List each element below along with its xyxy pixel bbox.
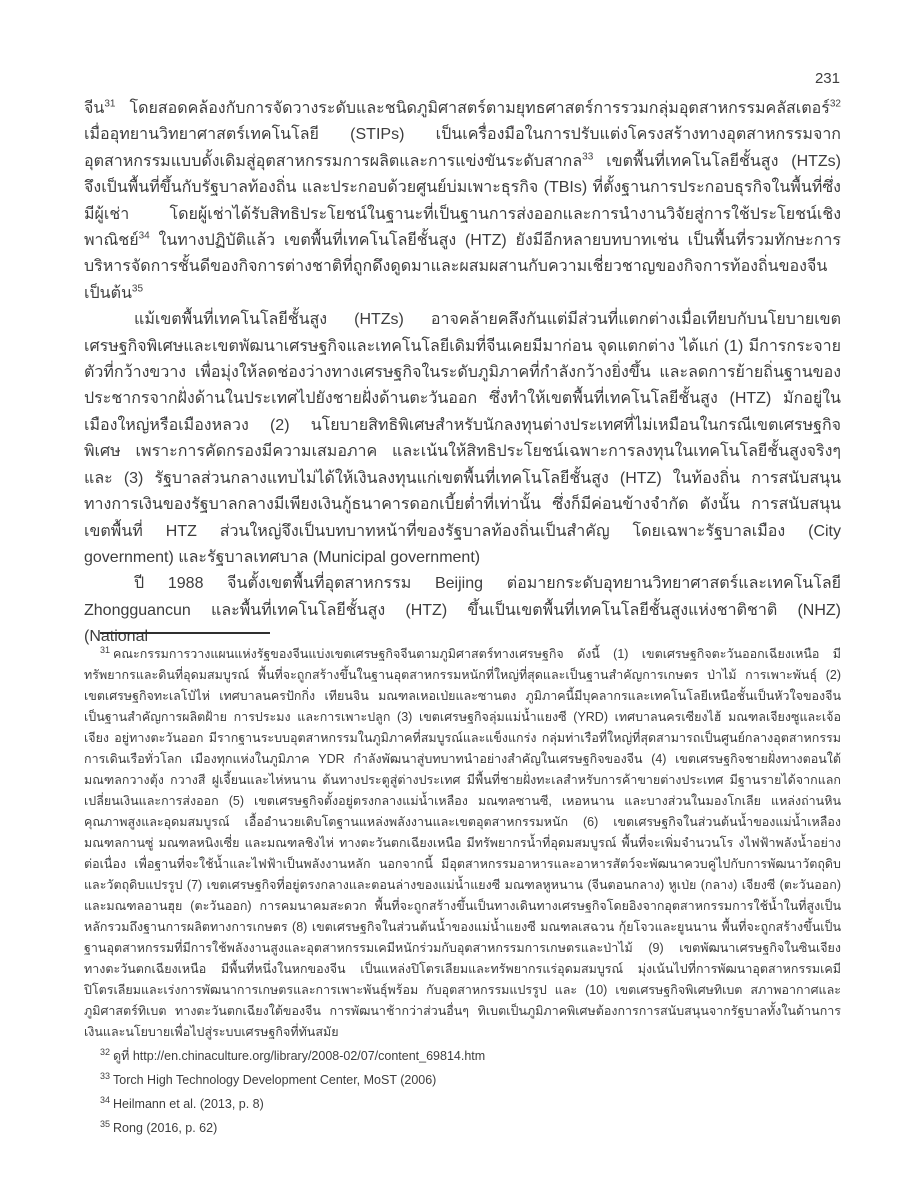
footnote-34 xyxy=(84,1094,841,1115)
footnote-text: Torch High Technology Development Center, MoST (2006) xyxy=(113,1073,437,1087)
footnote-ref-35: 35 xyxy=(131,283,144,295)
footnote-number: 34 xyxy=(100,1094,111,1105)
paragraph-text: เมื่ออุทยานวิทยาศาสตร์เทคโนโลยี (STIPs) เป็นเครื่องมือในการปรับแต่งโครงสร้างทางอุตสาหกรรมจากอุตสาหกรรมแบบดั้งเดิมสู่อุตสาหกรรมการผลิตและการแข่งขันระดับสากล xyxy=(84,126,841,170)
footnote-text: Rong (2016, p. 62) xyxy=(113,1121,218,1135)
footnote-number: 33 xyxy=(100,1070,111,1081)
footnote-number: 35 xyxy=(100,1118,111,1129)
footnote-33 xyxy=(84,1070,841,1091)
body-paragraph-1 xyxy=(84,96,841,307)
footnote-separator-line xyxy=(100,632,270,634)
footnote-ref-33: 33 xyxy=(582,151,594,163)
footnote-ref-34: 34 xyxy=(138,230,150,242)
footnote-number: 31 xyxy=(100,644,111,655)
body-paragraph-2: แม้เขตพื้นที่เทคโนโลยีชั้นสูง (HTZs) อาจคล้ายคลึงกันแต่มีส่วนที่แตกต่างเมื่อเทียบกับนโยบายเขตเศรษฐกิจพิเศษและเขตพัฒนาเศรษฐกิจและเทคโนโลยีเดิมที่จีนเคยมีมาก่อน จุดแตกต่าง ได้แก่ (1) มีการกระจายตัวที่กว้างขวาง เพื่อมุ่งให้ลดช่องว่างทางเศรษฐกิจในระดับภูมิภาคที่กำลังกว้างยิ่งขึ้น และลดการย้ายถิ่นฐานของประชากรจากฝั่งด้านในประเทศไปยังชายฝั่งด้านตะวันออก ซึ่งทำให้เขตพื้นที่เทคโนโลยีชั้นสูง (HTZ) มักอยู่ในเมืองใหญ่หรือเมืองหลวง (2) นโยบายสิทธิพิเศษสำหรับนักลงทุนต่างประเทศที่ไม่เหมือนในกรณีเขตเศรษฐกิจพิเศษ เพราะการคัดกรองมีความเสมอภาค และเน้นให้สิทธิประโยชน์เฉพาะการลงทุนในเทคโนโลยีชั้นสูงจริงๆ และ (3) รัฐบาลส่วนกลางแทบไม่ได้ให้เงินลงทุนแก่เขตพื้นที่เทคโนโลยีชั้นสูง (HTZ) ในท้องถิ่น การสนับสนุนทางการเงินของรัฐบาลกลางมีเพียงเงินกู้ธนาคารดอกเบี้ยต่ำที่เท่านั้น ซึ่งก็มีค่อนข้างจำกัด ดังนั้น การสนับสนุนเขตพื้นที่ HTZ ส่วนใหญ่จึงเป็นบทบาทหน้าที่ของรัฐบาลท้องถิ่นเป็นสำคัญ โดยเฉพาะรัฐบาลเมือง (City government) และรัฐบาลเทศบาล (Municipal government) xyxy=(84,311,842,566)
page-number: 231 xyxy=(814,70,840,87)
footnote-number: 32 xyxy=(100,1046,111,1057)
footnote-35 xyxy=(84,1118,841,1139)
paragraph-text: โดยสอดคล้องกับการจัดวางระดับและชนิดภูมิศาสตร์ตามยุทธศาสตร์การรวมกลุ่มอุตสาหกรรมคลัสเตอร์ xyxy=(115,100,830,117)
footnote-31 xyxy=(84,644,841,1043)
footnote-text: Heilmann et al. (2013, p. 8) xyxy=(113,1097,264,1111)
body-text xyxy=(84,96,841,651)
paragraph-text: จีน xyxy=(84,100,105,117)
footnote-text: ดูที่ http://en.chinaculture.org/library/2008-02/07/content_69814.htm xyxy=(113,1049,486,1063)
footnote-ref-32: 32 xyxy=(829,98,841,110)
paragraph-text: เขตพื้นที่เทคโนโลยีชั้นสูง (HTZs) จึงเป็นพื้นที่ขึ้นกับรัฐบาลท้องถิ่น และประกอบด้วยศูนย์บ่มเพาะธุรกิจ (TBIs) ที่ตั้งฐานการประกอบธุรกิจในพื้นที่ซึ่งมีผู้เช่า โดยผู้เช่าได้รับสิทธิประโยชน์ในฐานะที่เป็นฐานการส่งออกและการนำงานวิจัยสู่การใช้ประโยชน์เชิงพาณิชย์ xyxy=(84,152,841,250)
footnote-ref-31: 31 xyxy=(104,98,116,110)
footnote-text: คณะกรรมการวางแผนแห่งรัฐของจีนแบ่งเขตเศรษฐกิจจีนตามภูมิศาสตร์ทางเศรษฐกิจ ดังนี้ (1) เขตเศรษฐกิจตะวันออกเฉียงเหนือ มีทรัพยากรและดินที่อุดมสมบูรณ์ พื้นที่จะถูกสร้างขึ้นในฐานอุตสาหกรรมหนักที่ใหญ่ที่สุดและเป็นฐานสำคัญการเกษตร ป่าไม้ การเพาะพันธุ์ (2) เขตเศรษฐกิจทะเลโป๋ไห่ เทศบาลนครปักกิ่ง เทียนจิน มณฑลเหอเป่ยและซานตง ภูมิภาคนี้มีบุคลากรและเทคโนโลยีเหนือชั้นเป็นหัวใจของจีน เป็นฐานสำคัญการผลิตฝ้าย การประมง และการเพาะปลูก (3) เขตเศรษฐกิจลุ่มแม่น้ำแยงซี (YRD) เทศบาลนครเซียงไฮ้ มณฑลเจียงซูและเจ้อเจียง อยู่ทางตะวันออก มีรากฐานระบบอุตสาหกรรมในภูมิภาคที่สมบูรณ์และแข็งแกร่ง กลุ่มท่าเรือที่ใหญ่ที่สุดสามารถเป็นศูนย์กลางอุตสาหกรรมการเดินเรือทั่วโลก เมืองทุกแห่งในภูมิภาค YDR กำลังพัฒนาสู่บทบาทนำอย่างสำคัญในเศรษฐกิจของจีน (4) เขตเศรษฐกิจชายฝั่งทางตอนใต้ มณฑลกวางตุ้ง กวางสี ฝูเจี้ยนและไห่หนาน ต้นทางประตูสู่ต่างประเทศ มีพื้นที่ชายฝั่งทะเลสำหรับการค้าขายต่างประเทศ มีฐานรายได้จากแลกเปลี่ยนเงินและการส่งออก (5) เขตเศรษฐกิจตั้งอยู่ตรงกลางแม่น้ำเหลือง มณฑลซานซี, เหอหนาน และบางส่วนในมองโกเลีย แหล่งถ่านหินคุณภาพสูงและอุดมสมบูรณ์ เอื้ออำนวยเติบโตฐานแหล่งพลังงานและเขตอุตสาหกรรมหนัก (6) เขตเศรษฐกิจในส่วนต้นน้ำของแม่น้ำเหลือง มณฑลกานซู่ มณฑลหนิงเซี่ย และมณฑลชิงไห่ ทางตะวันตกเฉียงเหนือ มีทรัพยากรน้ำที่อุดมสมบูรณ์ พื้นที่จะเพิ่มจำนวนโร งไฟฟ้าพลังน้ำอย่างต่อเนื่อง เพื่อฐานที่จะใช้น้ำและไฟฟ้าเป็นพลังงานหลัก นอกจากนี้ มีอุตสาหกรรมอาหารและอาหารสัตว์จะพัฒนาควบคู่ไปกับการพัฒนาวัตถุดิบและวัตถุดิบแปรรูป (7) เขตเศรษฐกิจที่อยู่ตรงกลางและตอนล่างของแม่น้ำแยงซี มณฑลหูหนาน (จีนตอนกลาง) หูเป่ย (กลาง) เจียงซี (ตะวันออก) และมณฑลอานฮุย (ตะวันออก) การคมนาคมสะดวก พื้นที่จะถูกสร้างขึ้นเป็นทางเดินทางเศรษฐกิจโดยอิงจากอุตสาหกรรมการใช้น้ำในที่สูงเป็นหลักรวมถึงฐานการผลิตทางการเกษตร (8) เขตเศรษฐกิจในส่วนต้นน้ำของแม่น้ำแยงซี มณฑลเสฉวน กุ้ยโจวและยูนนาน พื้นที่จะถูกสร้างขึ้นเป็นฐานอุตสาหกรรมที่มีการใช้พลังงานสูงและอุตสาหกรรมเคมีหนักร่วมกับอุตสาหกรรมการเกษตรและป่าไม้ (9) เขตพัฒนาเศรษฐกิจในซินเจียง ทางตะวันตกเฉียงเหนือ มีพื้นที่หนึ่งในหกของจีน เป็นแหล่งปิโตรเลียมและทรัพยากรแร่อุดมสมบูรณ์ มุ่งเน้นไปที่การพัฒนาอุตสาหกรรมเคมีปิโตรเลียมและเร่งการพัฒนาการเกษตรและการเพาะพันธุ์พร้อม กับอุตสาหกรรมแปรรูป และ (10) เขตเศรษฐกิจพิเศษทิเบต สภาพอากาศและภูมิศาสตร์ทิเบต ทางตะวันตกเฉียงใต้ของจีน การพัฒนาช้ากว่าส่วนอื่นๆ ทิเบตเป็นภูมิภาคพิเศษต้องการการสนับสนุนจากรัฐบาลทั้งในด้านการเงินและนโยบายเพื่อไปสู่ระบบเศรษฐกิจที่ทันสมัย xyxy=(84,647,841,1039)
footnote-32 xyxy=(84,1046,841,1067)
body-paragraph-3: ปี 1988 จีนตั้งเขตพื้นที่อุตสาหกรรม Beijing ต่อมายกระดับอุทยานวิทยาศาสตร์และเทคโนโลยี Zhongguancun และพื้นที่เทคโนโลยีชั้นสูง (HTZ) ขึ้นเป็นเขตพื้นที่เทคโนโลยีชั้นสูงแห่งชาติชาติ (NHZ) (National xyxy=(84,575,841,646)
paragraph-text: ในทางปฏิบัติแล้ว เขตพื้นที่เทคโนโลยีชั้นสูง (HTZ) ยังมีอีกหลายบทบาทเช่น เป็นพื้นที่รวมทักษะการบริหารจัดการชั้นดีของกิจการต่างชาติที่ถูกดึงดูดมาและผสมผสานกับความเชี่ยวชาญของกิจการท้องถิ่นของจีน เป็นต้น xyxy=(84,232,841,302)
footnote-section xyxy=(84,632,841,1142)
